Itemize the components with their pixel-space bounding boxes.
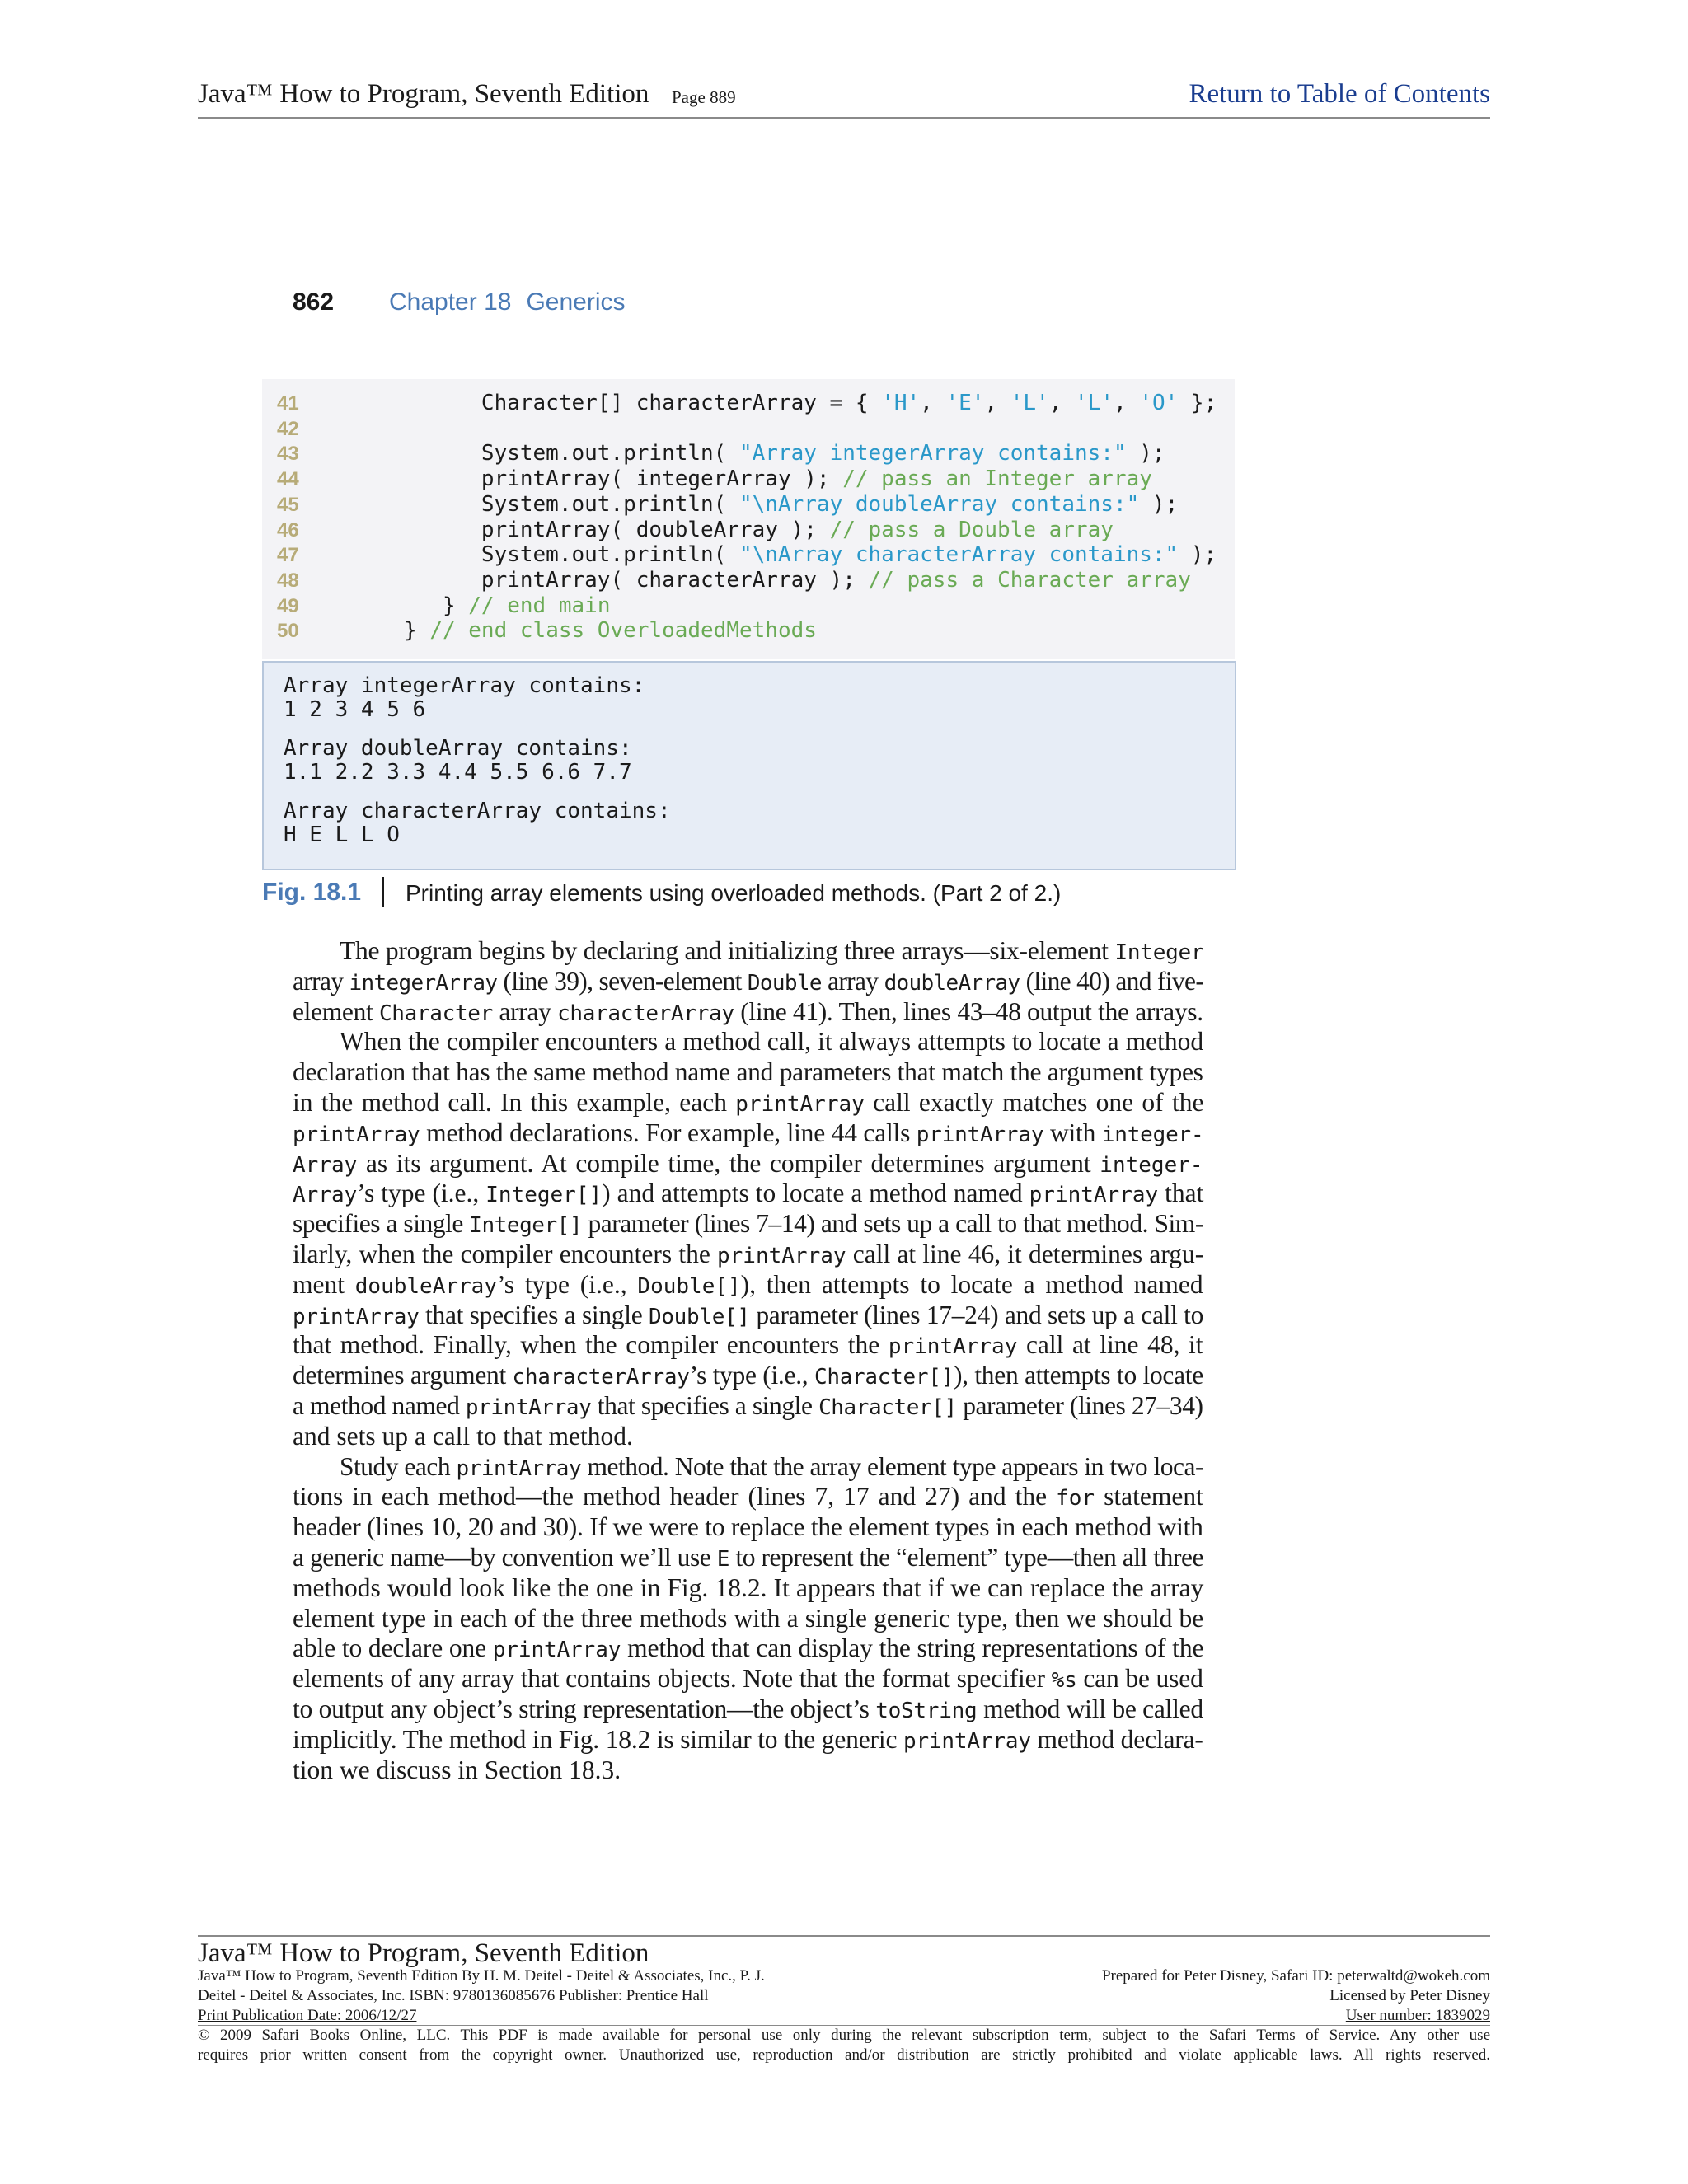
body-text-run: ’s type (i.e., — [357, 1179, 486, 1208]
inline-code: Character[] — [818, 1395, 957, 1420]
inline-code: characterArray — [512, 1365, 690, 1390]
code-comment: // end main — [468, 593, 611, 618]
code-comment: // pass a Double array — [829, 517, 1114, 542]
body-text-run: (line 41). Then, lines 43–48 output the arrays. — [734, 996, 1203, 1026]
code-token: System.out.println( — [404, 542, 739, 568]
inline-code: printArray — [465, 1395, 592, 1420]
body-line — [340, 936, 1203, 968]
code-line-number: 49 — [277, 594, 299, 617]
body-text-run: able to declare one — [293, 1633, 493, 1663]
body-line — [293, 1270, 1203, 1302]
output-line: Array integerArray contains: — [284, 673, 645, 698]
body-text-run: Study each — [340, 1451, 457, 1481]
string-literal: 'E' — [945, 391, 985, 415]
inline-code: printArray — [456, 1455, 582, 1481]
inline-code: printArray — [293, 1304, 420, 1329]
body-text-run: method that can display the string representations of the — [621, 1633, 1204, 1663]
output-line: 1 2 3 4 5 6 — [284, 697, 426, 722]
footer-book-title: Java™ How to Program, Seventh Edition — [198, 1938, 649, 1968]
figure-caption: Printing array elements using overloaded methods. (Part 2 of 2.) — [406, 880, 1062, 906]
inline-code: printArray — [903, 1728, 1031, 1754]
code-comment: // pass a Character array — [868, 567, 1191, 593]
inline-code: Character[] — [814, 1365, 954, 1390]
body-text-run: ’s type (i.e., — [689, 1361, 814, 1390]
inline-code: printArray — [888, 1334, 1018, 1360]
body-line — [293, 1573, 1203, 1604]
body-text-run: array — [293, 966, 349, 996]
code-comment: // pass an Integer array — [842, 466, 1152, 492]
body-text-run: tions in each method—the method header (lines 7, 17 and 27) and the — [293, 1482, 1057, 1511]
body-line — [293, 1240, 1203, 1272]
body-text-run: parameter (lines 7–14) and sets up a call to that method. Sim- — [582, 1209, 1203, 1239]
body-text-run: parameter (lines 27–34) — [956, 1391, 1203, 1420]
inline-code: Double — [747, 970, 822, 996]
body-text-run: ), then attempts to locate — [953, 1361, 1203, 1390]
output-line: Array doubleArray contains: — [284, 736, 632, 761]
body-text-run: (line 40) and five- — [1020, 966, 1204, 996]
body-text-run: header (lines 10, 20 and 30). If we were to replace the element types in each method with — [293, 1512, 1203, 1542]
code-line-number: 50 — [277, 620, 299, 643]
inline-code: Array — [293, 1183, 358, 1208]
code-line-number: 42 — [277, 417, 299, 440]
body-line — [293, 1633, 1203, 1666]
inline-code: Integer[] — [485, 1183, 603, 1208]
body-line — [293, 1149, 1203, 1181]
body-text-run: in the method call. In this example, each — [293, 1088, 736, 1117]
inline-code: integer- — [1100, 1152, 1203, 1178]
body-text-run: to output any object’s string representation—the object’s — [293, 1694, 876, 1723]
body-line — [293, 1422, 633, 1452]
inline-code: E — [716, 1547, 729, 1572]
code-token: ); — [1178, 542, 1217, 568]
inline-code: doubleArray — [354, 1273, 497, 1299]
body-text-run: and sets up a call to that method. — [293, 1421, 633, 1451]
body-text-run: ilarly, when the compiler encounters the — [293, 1240, 717, 1268]
body-text-run: that method. Finally, when the compiler encounters the — [293, 1330, 889, 1360]
body-line — [293, 1088, 1203, 1120]
body-text-run: implicitly. The method in Fig. 18.2 is similar to the generic — [293, 1724, 903, 1754]
body-text-run: method will be called — [977, 1694, 1203, 1723]
footer-info-line: Print Publication Date: 2006/12/27 — [198, 2007, 417, 2024]
body-text-run: to represent the “element” type—then all three — [729, 1543, 1204, 1572]
body-text-run: that specifies a single — [591, 1391, 819, 1420]
footer-copyright — [198, 2026, 1490, 2065]
header-page-label: Page 889 — [672, 87, 736, 107]
body-line — [293, 1664, 1203, 1696]
string-literal: 'L' — [1010, 391, 1049, 415]
inline-code: Character — [378, 1001, 493, 1026]
body-line — [293, 1725, 1203, 1757]
body-line — [293, 1391, 1203, 1423]
code-token: }; — [1178, 391, 1217, 415]
body-text-run: methods would look like the one in Fig. 18.2. It appears that if we can replace the array — [293, 1572, 1204, 1602]
body-text-run: element type in each of the three methods with a single generic type, then we should be — [293, 1603, 1204, 1633]
string-literal: 'O' — [1139, 391, 1179, 415]
body-line — [293, 1118, 1203, 1151]
body-line — [293, 1179, 1203, 1211]
body-line — [293, 967, 1203, 999]
code-line-number: 46 — [277, 518, 299, 541]
body-text-run: method declara- — [1030, 1724, 1203, 1754]
code-token: , — [920, 391, 946, 415]
body-line — [340, 1027, 1203, 1057]
body-text-run: ’s type (i.e., — [496, 1269, 638, 1299]
body-text-run: that — [1158, 1179, 1204, 1208]
code-token: printArray( integerArray ); — [404, 466, 843, 492]
body-line — [293, 1057, 1203, 1088]
body-line — [293, 1482, 1203, 1514]
page-number: 862 — [293, 288, 335, 316]
inline-code: printArray — [492, 1638, 621, 1663]
code-token: , — [984, 391, 1010, 415]
body-text-run: element — [293, 996, 379, 1026]
code-comment: // end class OverloadedMethods — [429, 618, 817, 644]
string-literal: 'L' — [1075, 391, 1114, 415]
inline-code: printArray — [916, 1122, 1044, 1147]
code-line-number: 41 — [277, 392, 299, 415]
body-text-run: When the compiler encounters a method call, it always attempts to locate a method — [340, 1027, 1204, 1057]
code-token: } — [404, 618, 430, 644]
code-line-number: 43 — [277, 443, 299, 466]
body-line — [293, 1361, 1203, 1393]
inline-code: %s — [1051, 1668, 1077, 1694]
body-line — [340, 1452, 1203, 1484]
inline-code: printArray — [293, 1122, 420, 1147]
inline-code: Array — [293, 1152, 358, 1178]
body-text-run: specifies a single — [293, 1209, 470, 1239]
body-text-run: method declarations. For example, line 44 calls — [420, 1118, 917, 1147]
footer-divider-top — [198, 1935, 1490, 1937]
body-text-run: elements of any array that contains objects. Note that the format specifier — [293, 1664, 1052, 1694]
body-text-run: determines argument — [293, 1361, 513, 1390]
footer-license-info — [1102, 1966, 1490, 2026]
body-text-run: call at line 48, it — [1017, 1330, 1203, 1360]
code-token: ); — [1126, 441, 1165, 466]
code-line-number: 47 — [277, 544, 299, 567]
body-text-run: array — [492, 996, 558, 1026]
code-line-number: 44 — [277, 468, 299, 491]
body-text-run: as its argument. At compile time, the compiler determines argument — [357, 1148, 1100, 1178]
body-line — [293, 1543, 1203, 1575]
body-text-run: call at line 46, it determines argu- — [846, 1240, 1204, 1268]
body-line — [293, 1209, 1203, 1241]
inline-code: Integer[] — [469, 1213, 583, 1239]
body-text-run: a generic name—by convention we’ll use — [293, 1543, 717, 1572]
header-book-title: Java™ How to Program, Seventh Edition — [198, 79, 649, 109]
footer-license-line: Prepared for Peter Disney, Safari ID: peterwaltd@wokeh.com — [1101, 1967, 1490, 1985]
body-text-run: statement — [1095, 1482, 1203, 1511]
code-token: ); — [1139, 491, 1179, 517]
copyright-line: requires prior written consent from the copyright owner. Unauthorized use, reproduction and/or distribution are strictly prohibited and violate applicable laws. All rights reserved. — [198, 2046, 1490, 2064]
body-text-run: ) and attempts to locate a method named — [602, 1179, 1029, 1208]
inline-code: integer- — [1101, 1122, 1204, 1147]
output-line: H E L L O — [284, 823, 400, 847]
inline-code: integerArray — [349, 970, 498, 996]
string-literal: "\nArray characterArray contains:" — [739, 542, 1179, 568]
chapter-title: Generics — [526, 288, 626, 316]
body-line — [293, 1512, 1203, 1543]
figure-label: Fig. 18.1 — [262, 879, 362, 906]
body-line — [293, 1694, 1203, 1727]
footer-info-line: Java™ How to Program, Seventh Edition By H. M. Deitel - Deitel & Associates, Inc., P. J. — [198, 1967, 765, 1985]
code-token: , — [1114, 391, 1140, 415]
body-text-run: call exactly matches one of the — [864, 1088, 1204, 1117]
output-line: Array characterArray contains: — [284, 799, 671, 823]
string-literal: 'H' — [881, 391, 921, 415]
code-token: printArray( doubleArray ); — [404, 517, 830, 542]
chapter-label: Chapter 18 — [389, 288, 512, 316]
inline-code: printArray — [717, 1244, 846, 1268]
code-token: System.out.println( — [404, 441, 739, 466]
body-line — [293, 1301, 1203, 1333]
body-text-run: parameter (lines 17–24) and sets up a call to — [749, 1300, 1204, 1329]
body-line — [293, 1755, 621, 1786]
inline-code: toString — [875, 1699, 978, 1723]
body-text-run: ), then attempts to locate a method named — [740, 1269, 1203, 1299]
body-text-run: (line 39), seven-element — [497, 966, 748, 996]
body-text-run: method. Note that the array element type appears in two loca- — [581, 1451, 1203, 1481]
code-line-number: 48 — [277, 569, 299, 592]
body-text-run: a method named — [293, 1391, 466, 1420]
inline-code: printArray — [1029, 1183, 1159, 1208]
inline-code: doubleArray — [884, 970, 1020, 996]
code-line-number: 45 — [277, 493, 299, 516]
string-literal: "\nArray doubleArray contains:" — [739, 491, 1140, 517]
return-to-toc-link[interactable]: Return to Table of Contents — [1189, 79, 1490, 109]
string-literal: "Array integerArray contains:" — [739, 441, 1127, 466]
copyright-line: © 2009 Safari Books Online, LLC. This PDF is made available for personal use only during the relevant subscription term, subject to the Safari Terms of Service. Any other use — [198, 2027, 1490, 2044]
body-line — [293, 1604, 1203, 1634]
body-text-run: with — [1043, 1118, 1102, 1147]
body-text-run: array — [821, 966, 884, 996]
code-token: System.out.println( — [404, 491, 739, 517]
inline-code: printArray — [735, 1092, 865, 1117]
code-token: } — [404, 593, 469, 618]
output-line: 1.1 2.2 3.3 4.4 5.5 6.6 7.7 — [284, 760, 632, 785]
body-text-run: tion we discuss in Section 18.3. — [293, 1755, 621, 1784]
footer-license-line: Licensed by Peter Disney — [1329, 1987, 1490, 2004]
body-text-run: The program begins by declaring and initializing three arrays—six-element — [340, 936, 1115, 965]
inline-code: Integer — [1114, 940, 1204, 965]
body-line — [293, 1330, 1203, 1362]
footer-license-line: User number: 1839029 — [1345, 2007, 1490, 2024]
body-text-run: that specifies a single — [419, 1300, 649, 1329]
inline-code: for — [1056, 1486, 1095, 1511]
code-token: Character[] characterArray = { — [404, 391, 882, 415]
footer-info-line: Deitel - Deitel & Associates, Inc. ISBN: 9780136085676 Publisher: Prentice Hall — [198, 1987, 709, 2004]
code-token: , — [1048, 391, 1076, 415]
body-text-run: can be used — [1076, 1664, 1203, 1694]
body-text-run: ment — [293, 1269, 355, 1299]
body-text-run: declaration that has the same method name and parameters that match the argument types — [293, 1057, 1203, 1087]
code-token: printArray( characterArray ); — [404, 567, 869, 593]
inline-code: Double[] — [637, 1273, 741, 1299]
inline-code: Double[] — [648, 1304, 750, 1329]
inline-code: characterArray — [557, 1001, 734, 1026]
footer-book-info — [198, 1966, 765, 2026]
body-line — [293, 997, 1203, 1029]
